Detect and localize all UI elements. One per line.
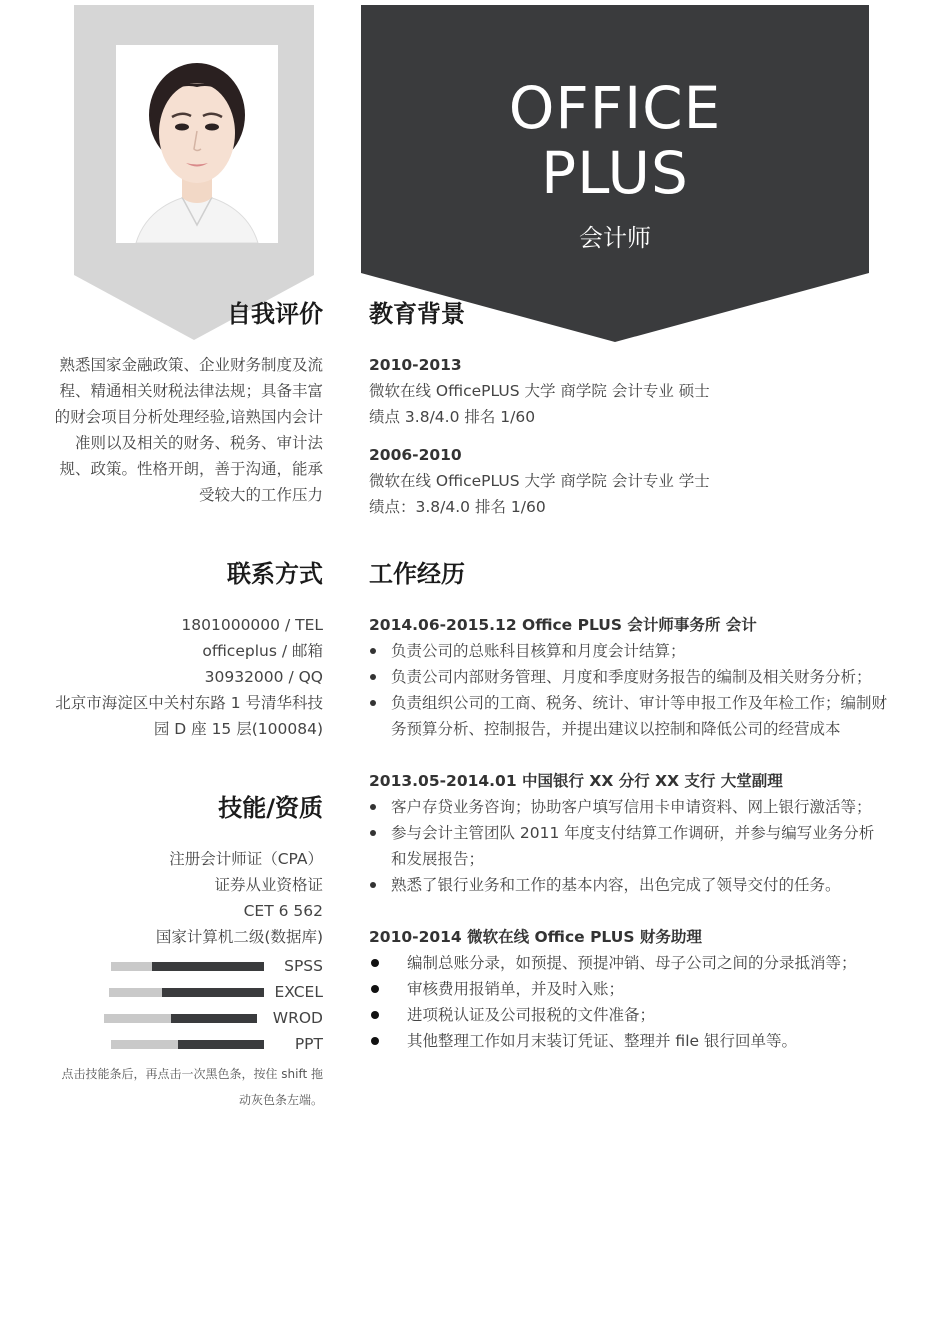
name-line-2: PLUS	[541, 139, 689, 207]
job-duty: 编制总账分录，如预提、预提冲销、母子公司之间的分录抵消等；	[369, 950, 889, 976]
skill-label: SPSS	[284, 957, 323, 975]
self-eval-line: 程、精通相关财税法律法规；具备丰富	[59, 382, 323, 400]
cert-item: 国家计算机二级(数据库)	[155, 928, 323, 946]
skill-row-wrod[interactable]	[100, 1005, 323, 1031]
job-duty: 其他整理工作如月末装订凭证、整理并 file 银行回单等。	[369, 1028, 889, 1054]
education-entry	[369, 442, 899, 520]
job-duty: 负责公司内部财务管理、月度和季度财务报告的编制及相关财务分析；	[369, 664, 889, 690]
contact-info	[30, 612, 323, 742]
skill-bar-fill[interactable]	[178, 1040, 264, 1049]
cert-item: 证券从业资格证	[214, 876, 323, 894]
skill-row-excel[interactable]	[100, 979, 323, 1005]
job-duty: 负责公司的总账科目核算和月度会计结算；	[369, 638, 889, 664]
photo-banner	[74, 5, 314, 340]
work-list	[369, 612, 889, 1080]
job-entry	[369, 768, 889, 898]
job-title: 会计师	[579, 224, 651, 252]
job-entry	[369, 924, 889, 1054]
contact-phone: 1801000000 / TEL	[181, 616, 323, 634]
education-years: 2006-2010	[369, 446, 462, 464]
education-score: 绩点：3.8/4.0 排名 1/60	[369, 498, 546, 516]
self-eval-line: 的财会项目分析处理经验,谙熟国内会计	[54, 408, 323, 426]
job-duty: 进项税认证及公司报税的文件准备；	[369, 1002, 889, 1028]
self-eval-heading: 自我评价	[227, 300, 323, 328]
contact-address: 园 D 座 15 层(100084)	[153, 720, 323, 738]
name-banner	[361, 5, 869, 342]
skill-note	[40, 1061, 323, 1113]
job-duty: 客户存贷业务咨询；协助客户填写信用卡申请资料、网上银行激活等；	[369, 794, 889, 820]
skill-bar-fill[interactable]	[162, 988, 264, 997]
contact-qq: 30932000 / QQ	[204, 668, 323, 686]
self-eval-text	[30, 352, 323, 508]
job-duty: 负责组织公司的工商、税务、统计、审计等申报工作及年检工作；编制财务预算分析、控制报告，并提出建议以控制和降低公司的经营成本	[369, 690, 889, 742]
self-eval-line: 准则以及相关的财务、税务、审计法	[74, 434, 323, 452]
contact-address: 北京市海淀区中关村东路 1 号清华科技	[55, 694, 323, 712]
work-heading: 工作经历	[369, 560, 465, 588]
job-duties	[369, 638, 889, 742]
skill-note-line: 动灰色条左端。	[238, 1093, 323, 1107]
self-eval-line: 规、政策。性格开朗，善于沟通，能承	[59, 460, 323, 478]
job-duties	[369, 950, 889, 1054]
skills-heading: 技能/资质	[218, 794, 323, 822]
job-title-line: 2010-2014 微软在线 Office PLUS 财务助理	[369, 928, 702, 946]
skill-row-ppt[interactable]	[100, 1031, 323, 1057]
cert-item: CET 6 562	[243, 902, 323, 920]
job-duty: 审核费用报销单，并及时入账；	[369, 976, 889, 1002]
education-entry	[369, 352, 899, 430]
skill-note-line: 点击技能条后，再点击一次黑色条，按住 shift 拖	[61, 1067, 323, 1081]
job-title-line: 2014.06-2015.12 Office PLUS 会计师事务所 会计	[369, 616, 757, 634]
education-detail: 微软在线 OfficePLUS 大学 商学院 会计专业 学士	[369, 472, 710, 490]
education-list	[369, 352, 899, 520]
education-detail: 微软在线 OfficePLUS 大学 商学院 会计专业 硕士	[369, 382, 710, 400]
self-eval-line: 熟悉国家金融政策、企业财务制度及流	[59, 356, 323, 374]
job-duty: 熟悉了银行业务和工作的基本内容，出色完成了领导交付的任务。	[369, 872, 889, 898]
skill-label: PPT	[294, 1035, 323, 1053]
skill-row-spss[interactable]	[100, 953, 323, 979]
skill-label: EXCEL	[274, 983, 323, 1001]
job-title-line: 2013.05-2014.01 中国银行 XX 分行 XX 支行 大堂副理	[369, 772, 783, 790]
self-eval-line: 受较大的工作压力	[198, 486, 323, 504]
job-duty: 参与会计主管团队 2011 年度支付结算工作调研，并参与编写业务分析和发展报告；	[369, 820, 889, 872]
cert-item: 注册会计师证（CPA）	[169, 850, 323, 868]
skill-label: WROD	[272, 1009, 323, 1027]
cert-list	[30, 846, 323, 950]
education-heading: 教育背景	[369, 300, 465, 328]
education-score: 绩点 3.8/4.0 排名 1/60	[369, 408, 536, 426]
education-years: 2010-2013	[369, 356, 462, 374]
job-duties	[369, 794, 889, 898]
contact-email: officeplus / 邮箱	[202, 642, 323, 660]
profile-photo	[116, 45, 278, 243]
contact-heading: 联系方式	[227, 560, 323, 588]
skill-bar-fill[interactable]	[171, 1014, 257, 1023]
job-entry	[369, 612, 889, 742]
skill-bar-fill[interactable]	[152, 962, 264, 971]
name-line-1: OFFICE	[508, 74, 722, 142]
